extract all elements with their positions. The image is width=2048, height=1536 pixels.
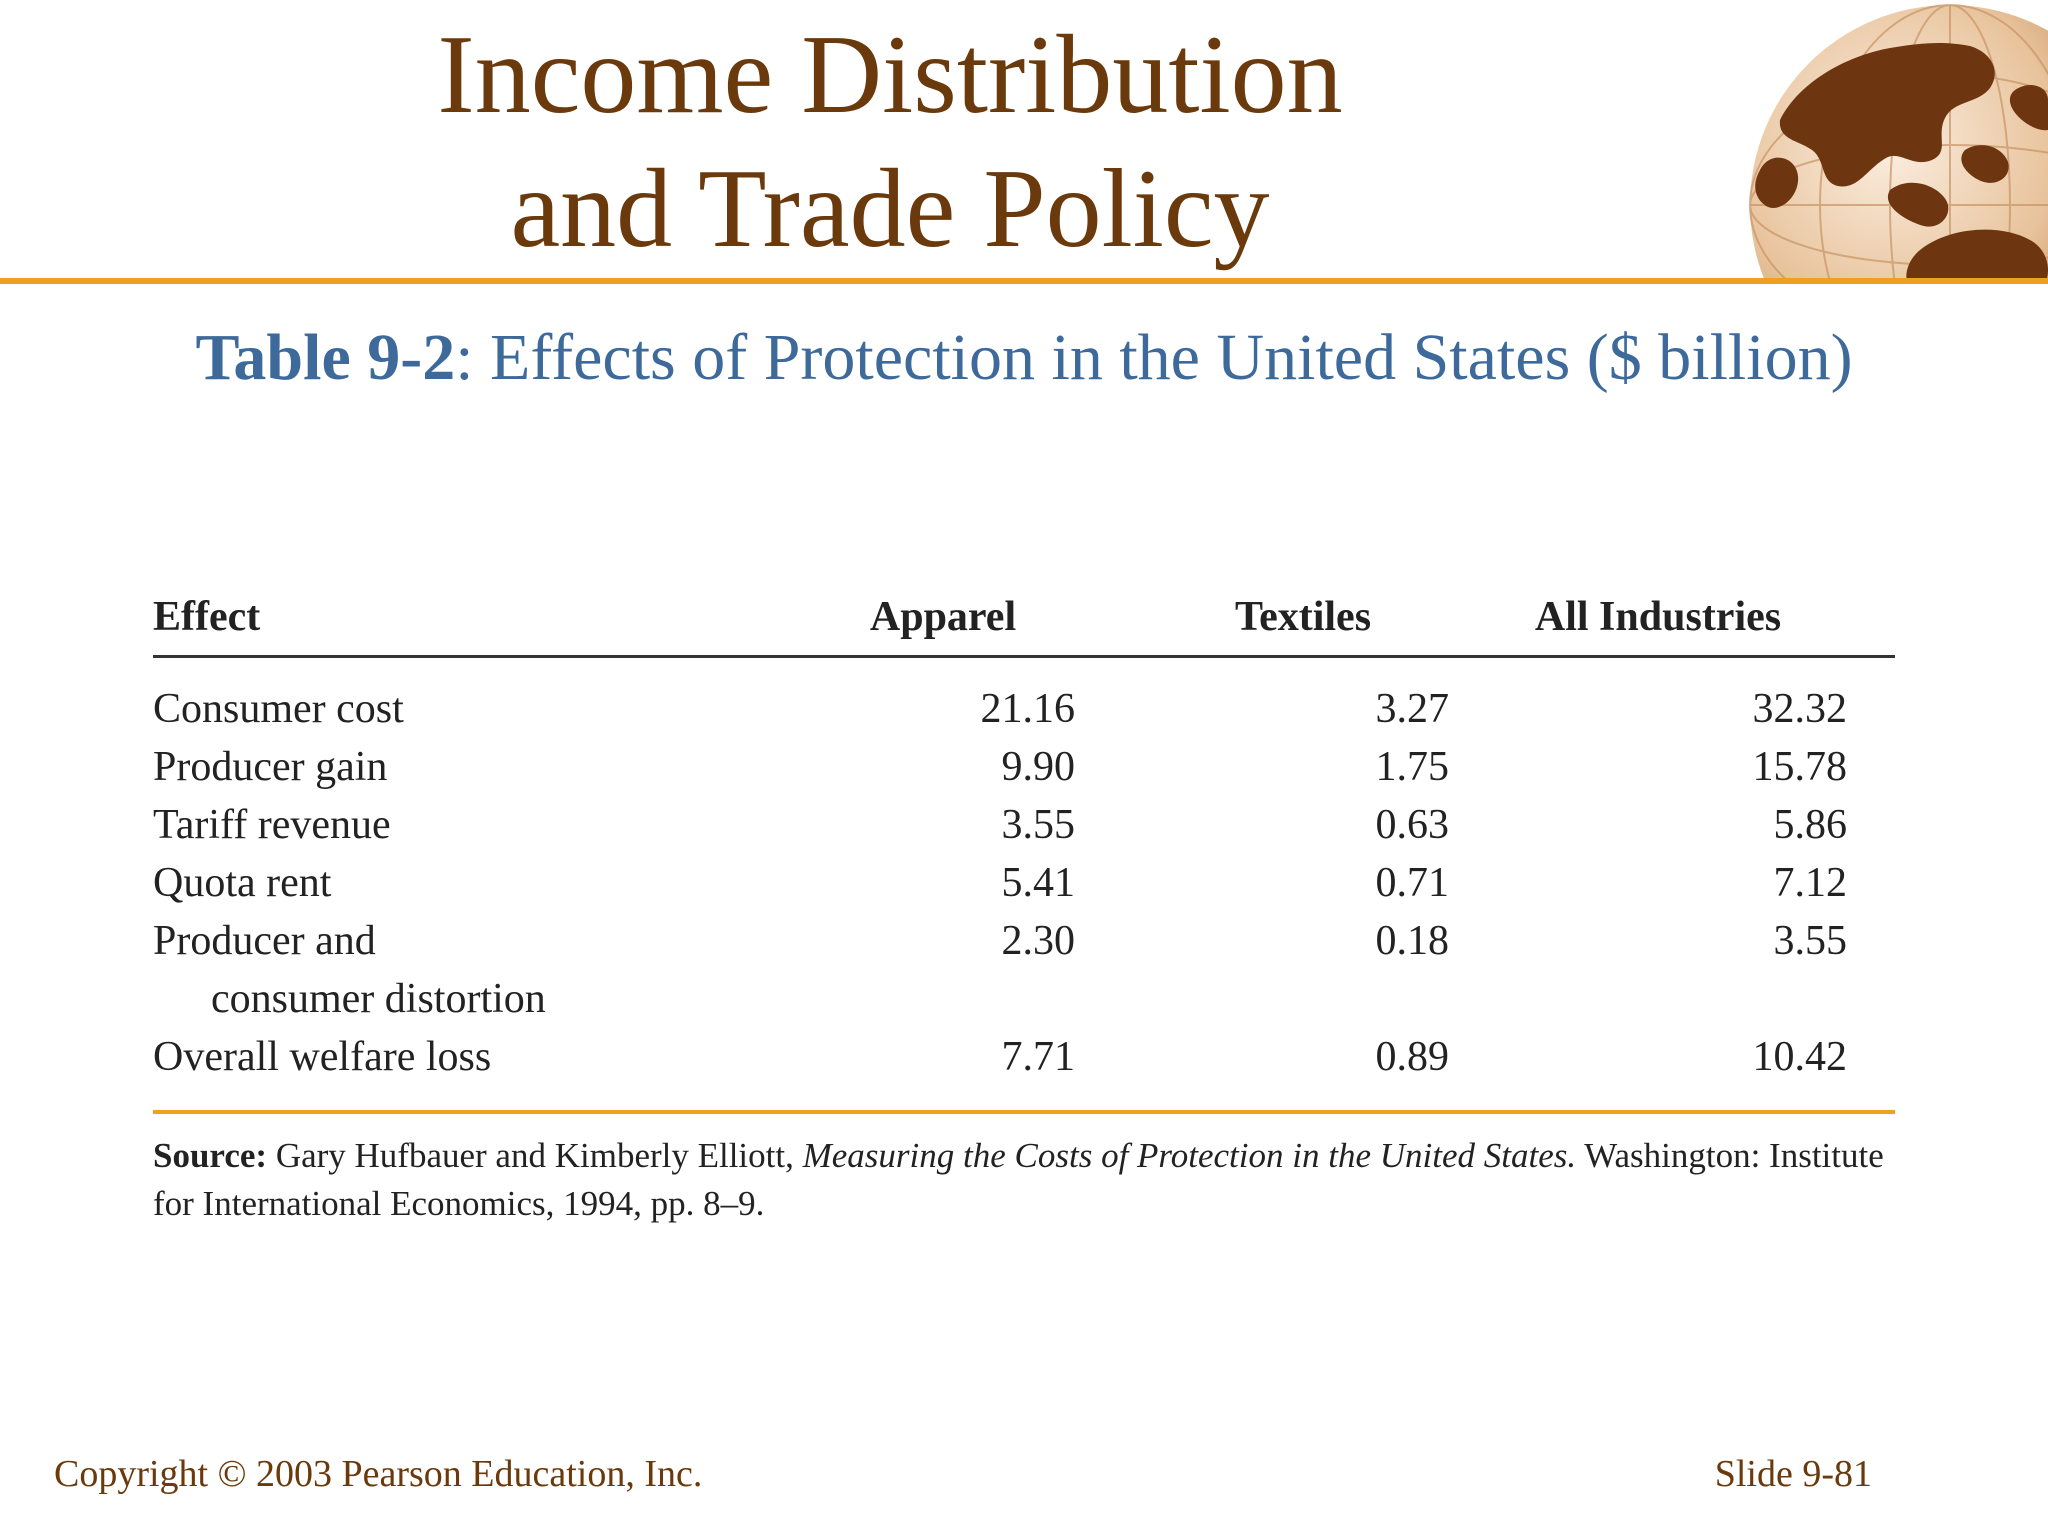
table-row bbox=[153, 912, 1895, 1028]
table-source-note bbox=[153, 1132, 1895, 1228]
source-title: Measuring the Costs of Protection in the United States. bbox=[802, 1136, 1577, 1175]
textiles-value: 0.18 bbox=[1375, 918, 1449, 964]
footer-copyright: Copyright © 2003 Pearson Education, Inc. bbox=[54, 1453, 703, 1495]
effect-label: Quota rent bbox=[153, 860, 332, 906]
effect-label: Tariff revenue bbox=[153, 802, 391, 848]
table-header-row bbox=[153, 585, 1895, 655]
all-industries-value: 32.32 bbox=[1752, 686, 1847, 732]
table-caption-number: Table 9-2 bbox=[195, 321, 456, 394]
textiles-value: 0.89 bbox=[1375, 1034, 1449, 1080]
textiles-value: 3.27 bbox=[1375, 686, 1449, 732]
table-body bbox=[153, 658, 1895, 1086]
effect-label-line2: consumer distortion bbox=[211, 976, 546, 1022]
source-label: Source: bbox=[153, 1136, 268, 1175]
all-industries-value: 5.86 bbox=[1773, 802, 1847, 848]
textiles-value: 1.75 bbox=[1375, 744, 1449, 790]
slide-title-line2: and Trade Policy bbox=[510, 147, 1270, 271]
source-authors: Gary Hufbauer and Kimberly Elliott, bbox=[267, 1136, 803, 1175]
all-industries-value: 15.78 bbox=[1752, 744, 1847, 790]
effect-label-line1: Producer and bbox=[153, 918, 376, 964]
table-row bbox=[153, 1028, 1895, 1086]
table-caption-text: : Effects of Protection in the United States ($ billion) bbox=[455, 321, 1853, 394]
effect-label: Overall welfare loss bbox=[153, 1034, 492, 1080]
textiles-value: 0.63 bbox=[1375, 802, 1449, 848]
all-industries-value: 10.42 bbox=[1752, 1034, 1847, 1080]
slide-title-line1: Income Distribution bbox=[437, 13, 1343, 137]
header-all-industries: All Industries bbox=[1534, 594, 1782, 640]
apparel-value: 9.90 bbox=[1001, 744, 1075, 790]
header-textiles: Textiles bbox=[1234, 594, 1372, 640]
table-row bbox=[153, 738, 1895, 796]
apparel-value: 3.55 bbox=[1001, 802, 1075, 848]
title-divider bbox=[0, 278, 2048, 284]
table-row bbox=[153, 796, 1895, 854]
slide-title bbox=[0, 8, 1780, 276]
globe-icon bbox=[1740, 0, 2048, 280]
table-bottom-rule bbox=[153, 1110, 1895, 1114]
textiles-value: 0.71 bbox=[1375, 860, 1449, 906]
apparel-value: 7.71 bbox=[1001, 1034, 1075, 1080]
all-industries-value: 7.12 bbox=[1773, 860, 1847, 906]
table-row bbox=[153, 680, 1895, 738]
footer-slide-number: Slide 9-81 bbox=[1714, 1453, 1872, 1495]
source-rest: Washington: Institute for International Economics, 1994, pp. 8–9. bbox=[153, 1136, 1884, 1223]
apparel-value: 5.41 bbox=[1001, 860, 1075, 906]
table-caption bbox=[0, 318, 2048, 398]
table-row bbox=[153, 854, 1895, 912]
apparel-value: 21.16 bbox=[980, 686, 1075, 732]
apparel-value: 2.30 bbox=[1001, 918, 1075, 964]
protection-effects-table bbox=[153, 585, 1895, 1228]
header-apparel: Apparel bbox=[869, 594, 1017, 640]
effect-label: Consumer cost bbox=[153, 686, 404, 732]
effect-label: Producer gain bbox=[153, 744, 388, 790]
all-industries-value: 3.55 bbox=[1773, 918, 1847, 964]
header-effect: Effect bbox=[153, 594, 261, 640]
effect-label bbox=[153, 912, 546, 1028]
